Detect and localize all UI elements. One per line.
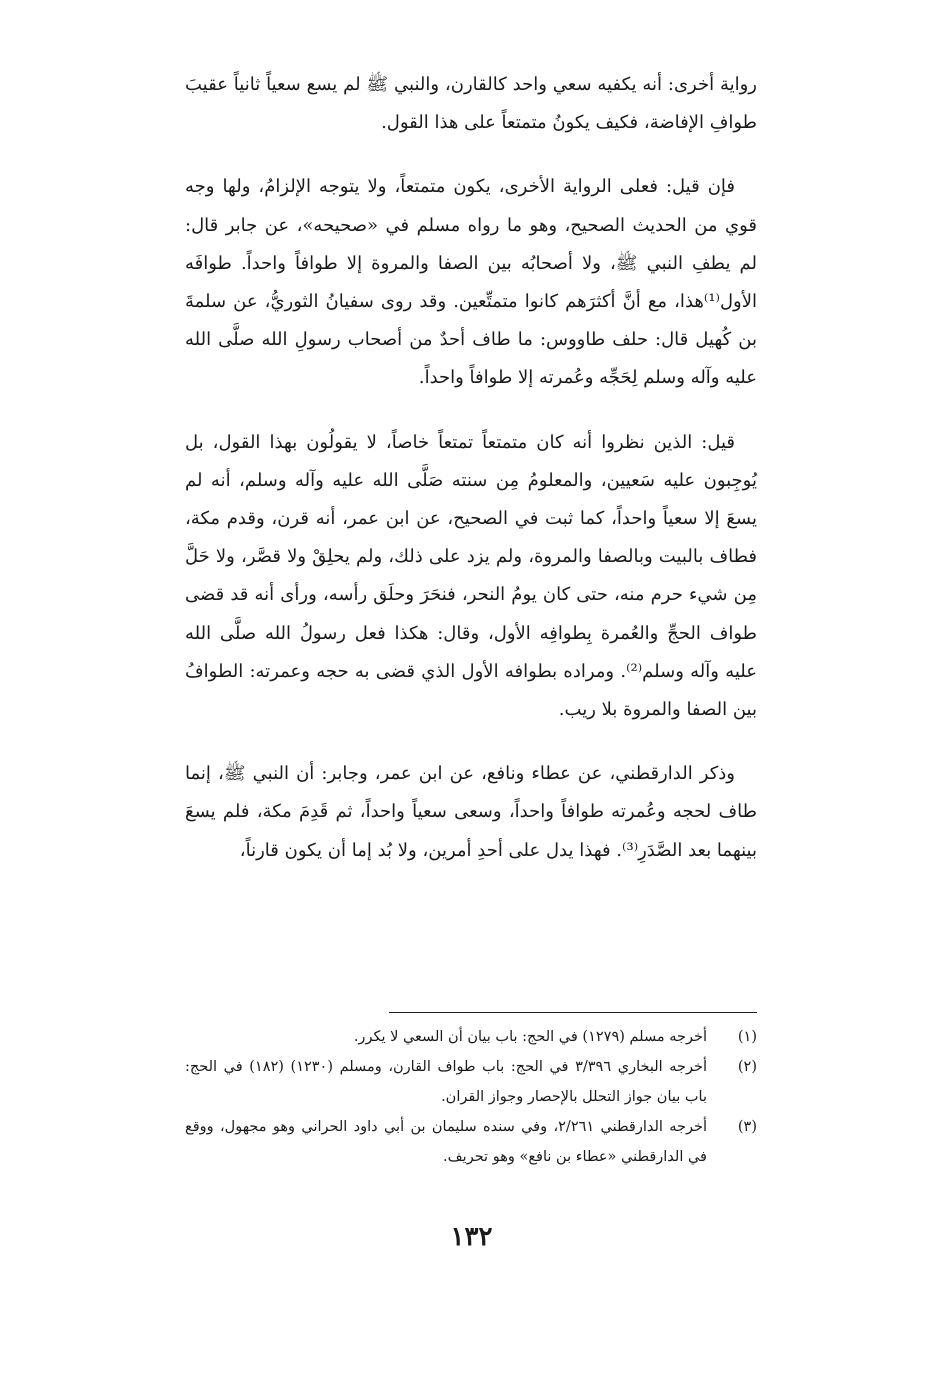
page-number: ١٣٢: [450, 1222, 493, 1252]
footnote-number: (٢): [737, 1059, 757, 1075]
footnote-3: [185, 1112, 757, 1172]
footnote-number: (٣): [737, 1119, 757, 1135]
paragraph-1: رواية أخرى: أنه يكفيه سعي واحد كالقارن، والنبي ﷺ لم يسع سعياً ثانياً عقيبَ طوافِ الإفاضة، فكيف يكونُ متمتعاً على هذا القول.: [185, 74, 757, 134]
footnote-number: (١): [737, 1029, 757, 1045]
footnotes: [185, 1022, 757, 1172]
footnote-text: أخرجه البخاري ٣/٣٩٦ في الحج: باب طواف القارن، ومسلم (١٢٣٠) (١٨٢) في الحج: باب بيان جواز التحلل بالإحصار وجواز القران.: [185, 1059, 707, 1105]
main-text: [185, 66, 757, 896]
footnote-separator: [389, 1012, 757, 1013]
paragraph-3: قيل: الذين نظروا أنه كان متمتعاً تمتعاً خاصاً، لا يقولُون بهذا القول، بل يُوجِبون عليه سَعيين، والمعلومُ مِن سنته صَلَّى الله عليه وآله وسلم، أنه لم يسعَ إلا سعياً واحداً، كما ثبت في الصحيح، عن ابن عمر، أنه قرن، وقدم مكة، فطاف بالبيت وبالصفا والمروة، ولم يزد على ذلك، ولم يحلِقْ ولا قصَّر، ولا حَلَّ مِن شيء حرم منه، حتى كان يومُ النحر، فنحَرَ وحلَق رأسه، ورأى أنه قد قضى طواف الحجِّ والعُمرة بِطوافِه الأول، وقال: هكذا فعل رسولُ الله صلَّى الله عليه وآله وسلم⁽²⁾. ومراده بطوافه الأول الذي قضى به حجه وعمرته: الطوافُ بين الصفا والمروة بلا ريب.: [185, 431, 758, 721]
footnote-1: [185, 1022, 757, 1052]
footnote-2: [185, 1052, 757, 1112]
footnote-text: أخرجه الدارقطني ٢/٢٦١، وفي سنده سليمان بن أبي داود الحراني وهو مجهول، ووقع في الدارقطني «عطاء بن نافع» وهو تحريف.: [185, 1119, 707, 1165]
footnote-text: أخرجه مسلم (١٢٧٩) في الحج: باب بيان أن السعي لا يكرر.: [353, 1029, 707, 1045]
paragraph-2: فإن قيل: فعلى الرواية الأخرى، يكون متمتعاً، ولا يتوجه الإلزامُ، ولها وجه قوي من الحديث الصحيح، وهو ما رواه مسلم في «صحيحه»، عن جابر قال: لم يطفِ النبي ﷺ، ولا أصحابُه بين الصفا والمروة إلا طوافاً واحداً. طوافَه الأول⁽¹⁾هذا، مع أنَّ أكثرَهم كانوا متمتِّعين. وقد روى سفيانُ الثوريُّ، عن سلمةَ بن كُهيل قال: حلف طاووس: ما طاف أحدٌ من أصحاب رسولِ الله صلَّى الله عليه وآله وسلم لِحَجِّه وعُمرته إلا طوافاً واحداً.: [185, 176, 757, 389]
paragraph-4: وذكر الدارقطني، عن عطاء ونافع، عن ابن عمر، وجابر: أن النبي ﷺ، إنما طاف لحجه وعُمرته طوافاً واحداً، وسعى سعياً واحداً، ثم قَدِمَ مكة، فلم يسعَ بينهما بعد الصَّدَرِ⁽³⁾. فهذا يدل على أحدِ أمرين، ولا بُد إما أن يكون قارناً،: [185, 763, 757, 861]
